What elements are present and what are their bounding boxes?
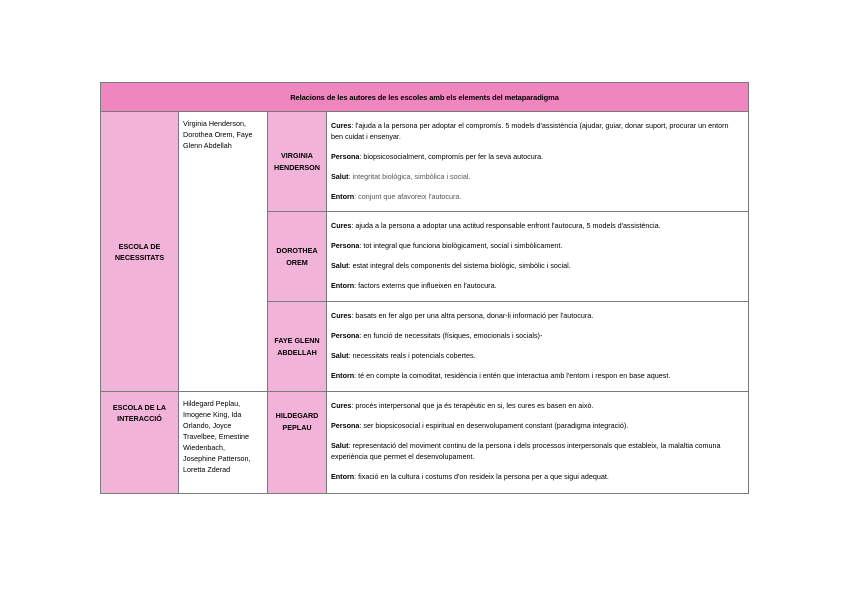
- salut-item: Salut: integritat biològica, simbòlica i social.: [331, 172, 471, 181]
- author-description: [327, 302, 749, 392]
- cures-item: Cures: procés interpersonal que ja és terapèutic en si, les cures es basen en això.: [331, 401, 594, 410]
- author-name: Dorothea Orem, Faye: [183, 130, 253, 139]
- school-authors: [179, 112, 268, 392]
- persona-item: Persona: ser biopsicosocial i espiritual en desenvolupament constant (paradigma integració).: [331, 421, 629, 430]
- author-name: Glenn Abdellah: [183, 141, 232, 150]
- author-label: DOROTHEA OREM: [268, 212, 327, 302]
- author-name: Josephine Patterson,: [183, 454, 251, 463]
- table-row: [101, 112, 749, 212]
- author-name: Imogene King, Ida: [183, 410, 242, 419]
- school-name: ESCOLA DE LA INTERACCIÓ: [101, 392, 179, 494]
- salut-item: Salut: estat integral dels components del sistema biològic, simbòlic i social.: [331, 261, 571, 270]
- persona-item: Persona: tot integral que funciona biològicament, social i simbòlicament.: [331, 241, 563, 250]
- table-title: Relacions de les autores de les escoles amb els elements del metaparadigma: [101, 83, 749, 112]
- author-label: VIRGINIA HENDERSON: [268, 112, 327, 212]
- author-name: Hildegard Peplau,: [183, 399, 241, 408]
- author-label: HILDEGARD PEPLAU: [268, 392, 327, 494]
- entorn-item: Entorn: conjunt que afavoreix l'autocura.: [331, 192, 462, 201]
- author-description: [327, 212, 749, 302]
- persona-item: Persona: biopsicosocialment, compromís per fer la seva autocura.: [331, 152, 544, 161]
- cures-item: Cures: l'ajuda a la persona per adoptar el compromís. 5 models d'assistència (ajudar, guiar, donar suport, procurar un entorn ben cuidat i ensenyar.: [331, 121, 729, 141]
- metaparadigm-table: [100, 82, 749, 494]
- entorn-item: Entorn: fixació en la cultura i costums d'on resideix la persona per a que sigui adequat.: [331, 472, 609, 481]
- salut-item: Salut: representació del moviment continu de la persona i dels processos interpersonals que estableix, la malaltia comuna experiència que permet el desenvolupament.: [331, 441, 721, 461]
- author-name: Wiedenbach,: [183, 443, 225, 452]
- author-name: Virginia Henderson,: [183, 119, 246, 128]
- salut-item: Salut: necessitats reals i potencials cobertes.: [331, 351, 476, 360]
- author-description: [327, 112, 749, 212]
- table-row: [101, 392, 749, 494]
- entorn-item: Entorn: té en compte la comoditat, residència i entén que interactua amb l'entorn i respon en base aquest.: [331, 371, 671, 380]
- author-name: Orlando, Joyce: [183, 421, 232, 430]
- author-description: [327, 392, 749, 494]
- author-name: Travelbee, Ernestine: [183, 432, 250, 441]
- cures-item: Cures: basats en fer algo per una altra persona, donar-li informació per l'autocura.: [331, 311, 594, 320]
- school-name: ESCOLA DE NECESSITATS: [101, 112, 179, 392]
- author-label: FAYE GLENN ABDELLAH: [268, 302, 327, 392]
- persona-item: Persona: en funció de necessitats (físiques, emocionals i socials)-: [331, 331, 543, 340]
- school-authors: [179, 392, 268, 494]
- author-name: Loretta Zderad: [183, 465, 231, 474]
- table-title-row: [101, 83, 749, 112]
- cures-item: Cures: ajuda a la persona a adoptar una actitud responsable enfront l'autocura, 5 models d'assistència.: [331, 221, 661, 230]
- entorn-item: Entorn: factors externs que influeixen en l'autocura.: [331, 281, 497, 290]
